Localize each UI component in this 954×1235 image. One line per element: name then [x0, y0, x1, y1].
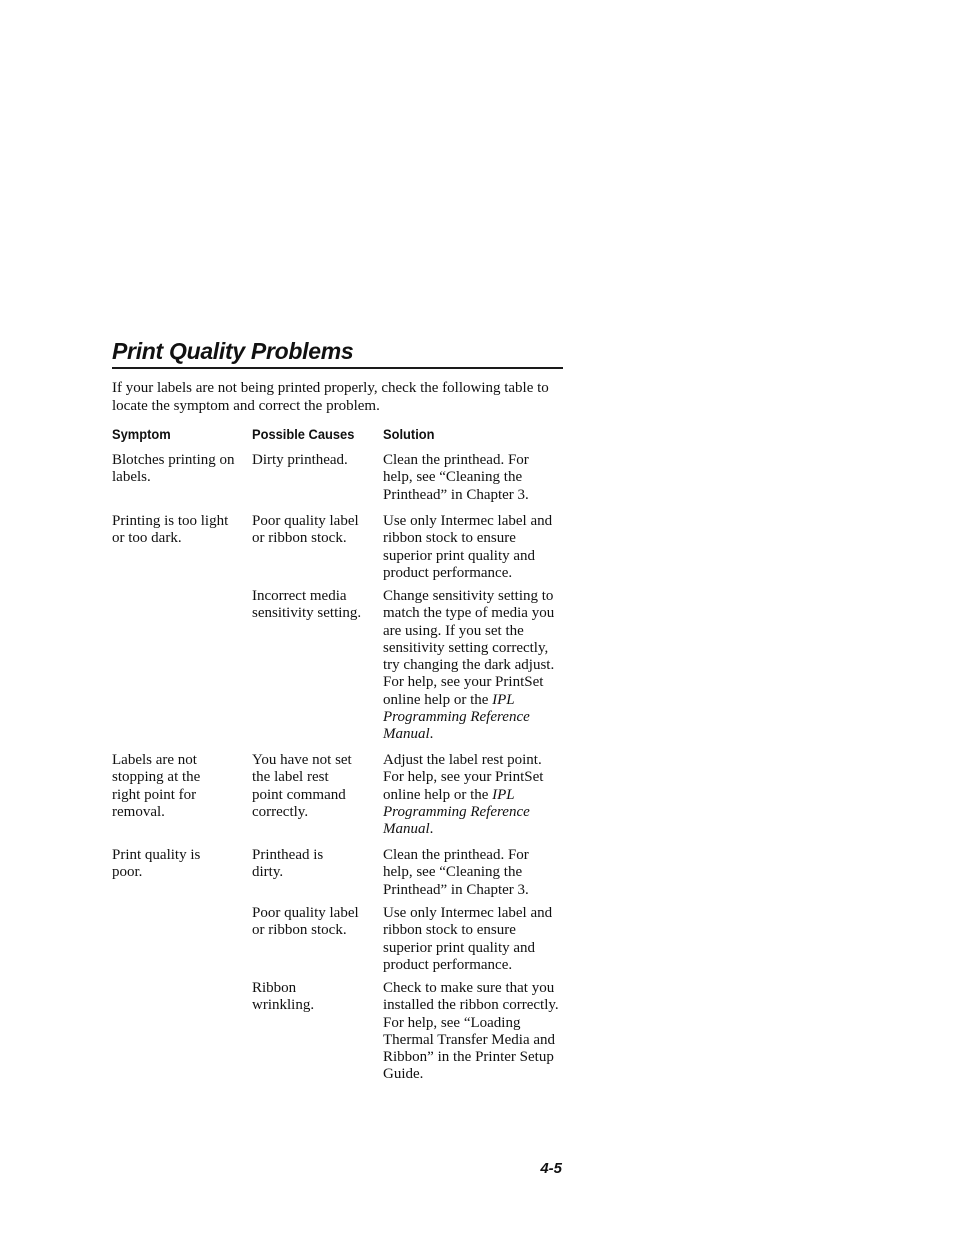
solution-cell: Use only Intermec label and ribbon stock to ensure superior print quality and product performance.	[383, 905, 553, 973]
solution-cell: Clean the printhead. For help, see “Cleaning the Printhead” in Chapter 3.	[383, 452, 529, 503]
solution-cell: Check to make sure that you installed the ribbon correctly. For help, see “Loading Thermal Transfer Media and Ribbon” in the Printer Setup Guide.	[383, 980, 559, 1083]
solution-end: .	[429, 726, 434, 743]
solution-end: .	[429, 821, 434, 838]
cause-cell: Ribbon wrinkling.	[252, 980, 315, 1014]
symptom-cell: Blotches printing on labels.	[112, 452, 235, 486]
solution-text: Change sensitivity setting to match the type of media you are using. If you set the sensitivity setting correctly, try changing the dark adjust. For help, see your PrintSet online help or the	[383, 588, 555, 708]
solution-text: Adjust the label rest point. For help, see your PrintSet online help or the	[383, 752, 544, 803]
section-title: Print Quality Problems	[112, 338, 354, 364]
header-possible-causes: Possible Causes	[252, 426, 355, 442]
title-underline	[112, 367, 563, 369]
cause-cell: Poor quality label or ribbon stock.	[252, 905, 359, 939]
symptom-cell: Printing is too light or too dark.	[112, 513, 229, 547]
symptom-cell: Labels are not stopping at the right point for removal.	[112, 752, 201, 820]
cause-cell: You have not set the label rest point command correctly.	[252, 752, 352, 820]
symptom-cell: Print quality is poor.	[112, 847, 201, 881]
cause-cell: Printhead is dirty.	[252, 847, 324, 881]
header-solution: Solution	[383, 426, 435, 442]
cause-cell: Incorrect media sensitivity setting.	[252, 588, 362, 622]
intro-paragraph: If your labels are not being printed properly, check the following table to locate the symptom and correct the problem.	[112, 380, 549, 414]
solution-cell	[383, 752, 561, 838]
cause-cell: Poor quality label or ribbon stock.	[252, 513, 359, 547]
cause-cell: Dirty printhead.	[252, 452, 348, 468]
header-symptom: Symptom	[112, 426, 171, 442]
solution-cell	[383, 588, 567, 744]
manual-reference: IPL Programming Reference Manual	[383, 691, 530, 743]
page-number: 4-5	[540, 1160, 562, 1177]
solution-cell: Clean the printhead. For help, see “Cleaning the Printhead” in Chapter 3.	[383, 847, 529, 898]
manual-reference: IPL Programming Reference Manual	[383, 786, 530, 838]
solution-cell: Use only Intermec label and ribbon stock to ensure superior print quality and product performance.	[383, 513, 553, 581]
